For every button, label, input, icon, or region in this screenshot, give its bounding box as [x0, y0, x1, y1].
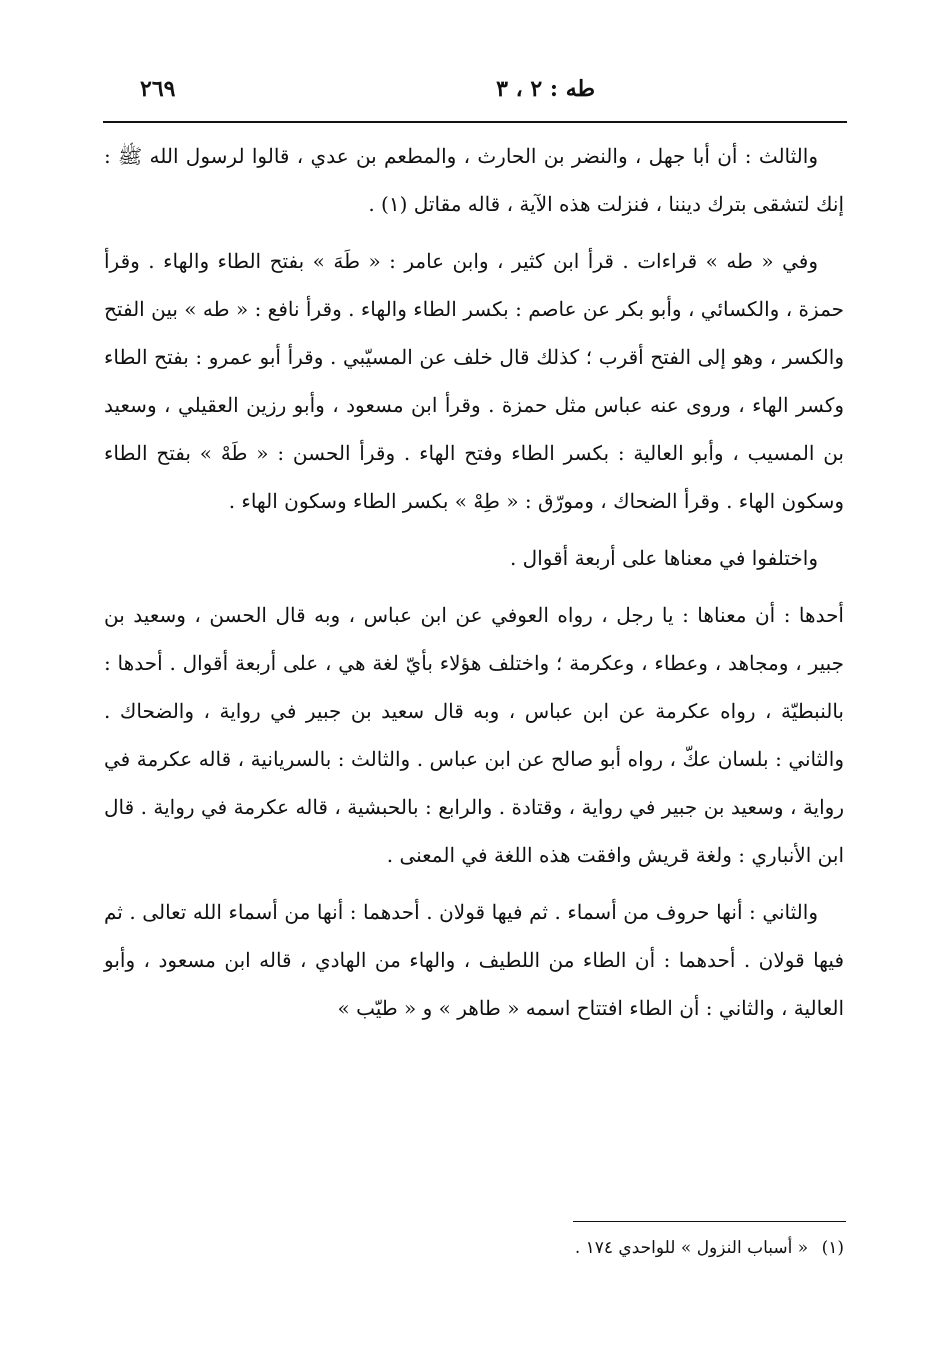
main-text	[104, 132, 844, 1032]
footnote-mark: (١)	[821, 1238, 844, 1258]
paragraph-second-opinion: والثاني : أنها حروف من أسماء . ثم فيها قولان . أحدهما : أنها من أسماء الله تعالى . ثم فيها قولان . أحدهما : أن الطاء من اللطيف ، والهاء من الهادي ، قاله ابن مسعود ، وأبو العالية ، والثاني : أن الطاء افتتاح اسمه « طاهر » و « طيّب »	[104, 900, 844, 1020]
paragraph-first-opinion: أحدها : أن معناها : يا رجل ، رواه العوفي عن ابن عباس ، وبه قال الحسن ، وسعيد بن جبير ، ومجاهد ، وعطاء ، وعكرمة ؛ واختلف هؤلاء بأيّ لغة هي ، على أربعة أقوال . أحدها : بالنبطيّة ، رواه عكرمة عن ابن عباس ، وبه قال سعيد بن جبير في رواية ، والضحاك . والثاني : بلسان عكّ ، رواه أبو صالح عن ابن عباس . والثالث : بالسريانية ، قاله عكرمة في رواية ، وسعيد بن جبير في رواية ، وقتادة . والرابع : بالحبشية ، قاله عكرمة في رواية . قال ابن الأنباري : ولغة قريش وافقت هذه اللغة في المعنى .	[104, 603, 844, 867]
page-number: ٢٦٩	[140, 76, 176, 102]
footnote-text: « أسباب النزول » للواحدي ١٧٤ .	[574, 1238, 809, 1258]
paragraph-disagreement: واختلفوا في معناها على أربعة أقوال .	[509, 546, 818, 570]
paragraph-readings: وفي « طه » قراءات . قرأ ابن كثير ، وابن عامر : « طَهَ » بفتح الطاء والهاء . وقرأ حمزة ، والكسائي ، وأبو بكر عن عاصم : بكسر الطاء والهاء . وقرأ نافع : « طه » بين الفتح والكسر ، وهو إلى الفتح أقرب ؛ كذلك قال خلف عن المسيّبي . وقرأ أبو عمرو : بفتح الطاء وكسر الهاء ، وروى عنه عباس مثل حمزة . وقرأ ابن مسعود ، وأبو رزين العقيلي ، وسعيد بن المسيب ، وأبو العالية : بكسر الطاء وفتح الهاء . وقرأ الحسن : « طَهْ » بفتح الطاء وسكون الهاء . وقرأ الضحاك ، ومورّق : « طِهْ » بكسر الطاء وسكون الهاء .	[104, 249, 844, 513]
running-header	[100, 70, 845, 110]
paragraph-third-reason: والثالث : أن أبا جهل ، والنضر بن الحارث ، والمطعم بن عدي ، قالوا لرسول الله ﷺ : إنك لتشقى بترك ديننا ، فنزلت هذه الآية ، قاله مقاتل (١) .	[104, 144, 844, 216]
footnote	[104, 1230, 844, 1266]
surah-verse-reference: طه : ٢ ، ٣	[496, 76, 595, 102]
footnote-rule	[573, 1221, 846, 1222]
header-rule	[103, 121, 847, 123]
